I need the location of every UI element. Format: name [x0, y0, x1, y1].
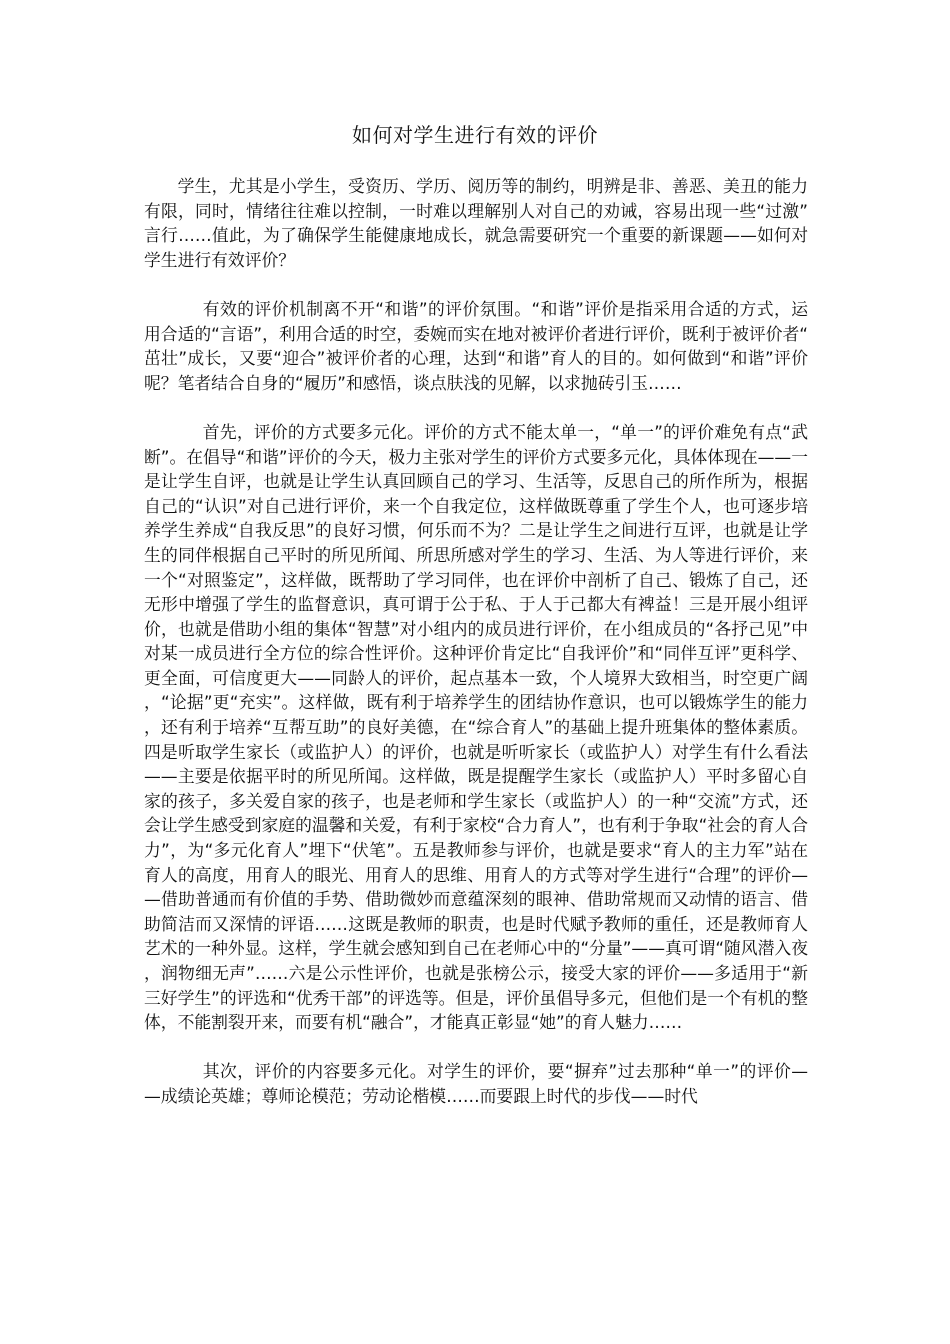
paragraph-diverse-content: 其次，评价的内容要多元化。对学生的评价，要“摒弃”过去那种“单一”的评价——成绩论英雄；尊师论模范；劳动论楷模……而要跟上时代的步伐——时代 [144, 1061, 808, 1106]
paragraph-diverse-methods: 首先，评价的方式要多元化。评价的方式不能太单一，“单一”的评价难免有点“武断”。在倡导“和谐”评价的今天，极力主张对学生的评价方式要多元化，具体体现在——一是让学生自评，也就是让学生认真回顾自己的学习、生活等，反思自己的所作所为，根据自己的“认识”对自己进行评价，来一个自我定位，这样做既尊重了学生个人，也可逐步培养学生养成“自我反思”的良好习惯，何乐而不为？二是让学生之间进行互评，也就是让学生的同伴根据自己平时的所见所闻、所思所感对学生的学习、生活、为人等进行评价，来一个“对照鉴定”，这样做，既帮助了学习同伴，也在评价中剖析了自己、锻炼了自己，还无形中增强了学生的监督意识，真可谓于公于私、于人于己都大有裨益！三是开展小组评价，也就是借助小组的集体“智慧”对小组内的成员进行评价，在小组成员的“各抒己见”中对某一成员进行全方位的综合性评价。这种评价肯定比“自我评价”和“同伴互评”更科学、更全面，可信度更大——同龄人的评价，起点基本一致，个人境界大致相当，时空更广阔，“论据”更“充实”。这样做，既有利于培养学生的团结协作意识，也可以锻炼学生的能力，还有利于培养“互帮互助”的良好美德，在“综合育人”的基础上提升班集体的整体素质。四是听取学生家长（或监护人）的评价，也就是听听家长（或监护人）对学生有什么看法——主要是依据平时的所见所闻。这样做，既是提醒学生家长（或监护人）平时多留心自家的孩子，多关爱自家的孩子，也是老师和学生家长（或监护人）的一种“交流”方式，还会让学生感受到家庭的温馨和关爱，有利于家校“合力育人”，也有利于争取“社会的育人合力”，为“多元化育人”埋下“伏笔”。五是教师参与评价，也就是要求“育人的主力军”站在育人的高度，用育人的眼光、用育人的思维、用育人的方式等对学生进行“合理”的评价——借助普通而有价值的手势、借助微妙而意蕴深刻的眼神、借助常规而又动情的语言、借助简洁而又深情的评语……这既是教师的职责，也是时代赋予教师的重任，还是教师育人艺术的一种外显。这样，学生就会感知到自己在老师心中的“分量”——真可谓“随风潜入夜，润物细无声”……六是公示性评价，也就是张榜公示，接受大家的评价——多适用于“新三好学生”的评选和“优秀干部”的评选等。但是，评价虽倡导多元，但他们是一个有机的整体，不能割裂开来，而要有机“融合”，才能真正彰显“她”的育人魅力…… [144, 421, 808, 1033]
document-title: 如何对学生进行有效的评价 [352, 123, 598, 147]
paragraph-harmony: 有效的评价机制离不开“和谐”的评价氛围。“和谐”评价是指采用合适的方式，运用合适的“言语”，利用合适的时空，委婉而实在地对被评价者进行评价，既利于被评价者“茁壮”成长，又要“迎合”被评价者的心理，达到“和谐”育人的目的。如何做到“和谐”评价呢？笔者结合自身的“履历”和感悟，谈点肤浅的见解，以求抛砖引玉…… [144, 298, 808, 393]
paragraph-intro: 学生，尤其是小学生，受资历、学历、阅历等的制约，明辨是非、善恶、美丑的能力有限，同时，情绪往往难以控制，一时难以理解别人对自己的劝诫，容易出现一些“过激”言行……值此，为了确保学生能健康地成长，就急需要研究一个重要的新课题——如何对学生进行有效评价？ [144, 176, 808, 270]
document-body [144, 174, 808, 1109]
